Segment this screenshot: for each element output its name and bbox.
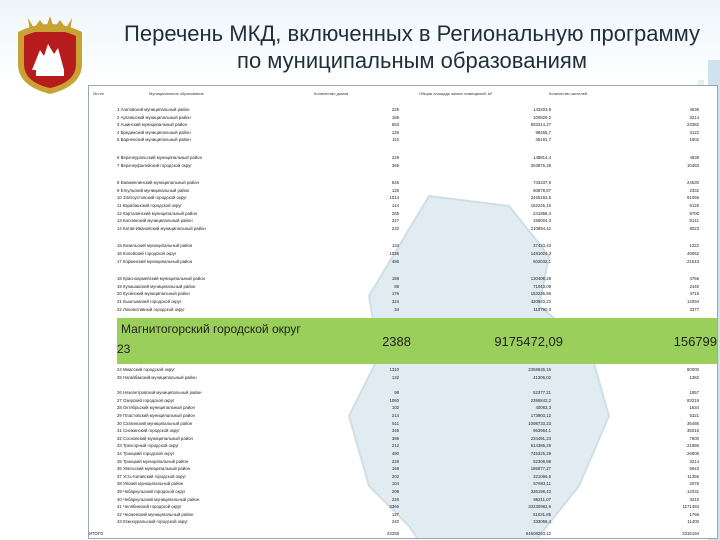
row-count: 225	[391, 107, 399, 112]
row-count: 1310	[389, 367, 399, 372]
table-row	[89, 129, 717, 136]
table-row	[89, 306, 717, 313]
table-row	[89, 518, 717, 525]
row-people: 3122	[689, 129, 699, 135]
row-people: 35016	[687, 428, 699, 434]
row-name: 3 Ашинский муниципальный район	[117, 122, 187, 128]
total-row	[89, 530, 717, 537]
row-count: 346	[391, 428, 399, 434]
row-people: 4636	[689, 107, 699, 112]
row-count: 127	[391, 511, 399, 517]
row-people: 4938	[689, 155, 699, 160]
row-area: 98455,7	[535, 129, 551, 135]
row-name: 31 Снежинский городской округ	[117, 428, 180, 434]
row-area: 333058,4	[533, 519, 551, 525]
table-row	[89, 496, 717, 503]
row-area: 745325,29	[530, 451, 551, 456]
row-area: 148814,4	[533, 155, 551, 160]
row-people: 2332	[689, 187, 699, 193]
highlight-area: 9175472,09	[494, 334, 563, 349]
row-area: 57683,11	[533, 481, 551, 487]
row-people: 1322	[689, 243, 699, 249]
table-row	[89, 275, 717, 282]
table-row	[89, 488, 717, 495]
row-area: 1481024,3	[530, 251, 551, 256]
row-name: 19 Кунашакский муниципальный район	[117, 283, 196, 289]
table-row	[89, 290, 717, 297]
row-count: 1035	[389, 251, 399, 256]
row-area: 2358636,15	[528, 367, 551, 372]
row-name: 27 Озерский городской округ	[117, 397, 175, 403]
row-area: 153236,86	[530, 291, 551, 297]
total-area: 64508253,12	[525, 531, 551, 536]
highlight-name: Магнитогорский городской округ	[121, 322, 301, 336]
highlight-people: 156799	[673, 334, 717, 349]
row-count: 102	[391, 405, 399, 411]
table-row	[89, 511, 717, 518]
row-area: 234491,23	[530, 435, 551, 441]
row-people: 21886	[687, 443, 699, 449]
row-count: 126	[391, 187, 399, 193]
row-people: 2076	[689, 481, 699, 487]
row-count: 546	[391, 180, 399, 186]
table-row	[89, 162, 717, 169]
table-row	[89, 283, 717, 290]
table-row	[89, 202, 717, 209]
row-area: 51031,85	[533, 511, 551, 517]
row-name: 34 Троицкий городской округ	[117, 451, 175, 456]
row-area: 110790,3	[533, 306, 551, 312]
row-people: 23382	[687, 122, 699, 128]
row-name: 2 Аргаяшский муниципальный район	[117, 114, 191, 120]
table-row	[89, 480, 717, 487]
col-name: Муниципальное образование	[149, 91, 204, 96]
table-row	[89, 298, 717, 305]
row-name: 8 Еманжелинский муниципальный район	[117, 180, 199, 186]
row-area: 130409,28	[530, 276, 551, 282]
row-name: 22 Локомотивный городской округ	[117, 306, 185, 312]
table-row	[89, 114, 717, 121]
row-count: 144	[391, 203, 399, 208]
row-name: 1 Агаповский муниципальный район	[117, 107, 190, 112]
row-count: 653	[391, 122, 399, 128]
row-count: 202	[391, 473, 399, 479]
table-row	[89, 442, 717, 449]
row-count: 232	[391, 225, 399, 231]
table-row	[89, 210, 717, 217]
row-people: 4766	[689, 276, 699, 282]
row-name: 28 Октябрьский муниципальный район	[117, 405, 195, 411]
row-area: 173903,12	[530, 413, 551, 418]
row-count: 176	[391, 291, 399, 297]
row-count: 104	[391, 481, 399, 487]
row-area: 602032,1	[533, 258, 551, 264]
table-row	[89, 473, 717, 480]
row-count: 132	[391, 374, 399, 380]
row-people: 8700	[689, 210, 699, 216]
table-row	[89, 194, 717, 201]
row-count: 34	[394, 306, 399, 312]
row-count: 214	[391, 413, 399, 418]
row-count: 1060	[389, 397, 399, 403]
row-count: 168	[391, 466, 399, 472]
table-row	[89, 465, 717, 472]
table-row	[89, 242, 717, 249]
row-area: 92308,88	[533, 458, 551, 464]
row-area: 156004,3	[533, 218, 551, 224]
row-people: 5141	[689, 218, 699, 224]
row-people: 5943	[689, 466, 699, 472]
row-area: 2425153,5	[530, 195, 551, 201]
table-row	[89, 503, 717, 510]
row-area: 41306,02	[533, 374, 551, 380]
row-name: 36 Увельский муниципальный район	[117, 466, 190, 472]
table-header	[89, 86, 717, 100]
row-name: 21 Кыштымский городской округ	[117, 299, 182, 304]
row-people: 5125	[689, 203, 699, 208]
row-people: 1766	[689, 511, 699, 517]
row-people: 1857	[689, 390, 699, 396]
row-area: 152225,16	[530, 203, 551, 208]
row-area: 33230982,6	[528, 504, 551, 510]
row-name: 6 Верхнеуральский муниципальный район	[117, 155, 202, 160]
row-name: 33 Трехгорный городской округ	[117, 443, 179, 449]
row-people: 36486	[687, 420, 699, 426]
row-people: 1382	[689, 374, 699, 380]
highlight-num: 23	[117, 342, 131, 356]
table-row	[89, 106, 717, 113]
row-count: 98	[394, 390, 399, 396]
col-people: Количество жителей	[549, 91, 588, 96]
table-row	[89, 458, 717, 465]
row-people: 3377	[689, 306, 699, 312]
row-area: 614386,28	[530, 443, 551, 449]
row-people: 11356	[687, 473, 699, 479]
table-row	[89, 427, 717, 434]
row-name: 24 Миасский городской округ	[117, 367, 175, 372]
row-people: 26806	[687, 451, 699, 456]
row-name: 18 Красноармейский муниципальный район	[117, 276, 205, 282]
table-row	[89, 154, 717, 161]
row-name: 40 Чебаркульский муниципальный район	[117, 496, 200, 502]
table-row	[89, 435, 717, 442]
row-name: 32 Сосновский муниципальный район	[117, 435, 193, 441]
row-people: 8023	[689, 225, 699, 231]
row-area: 321066,6	[533, 473, 551, 479]
row-count: 188	[391, 276, 399, 282]
row-area: 743337,9	[533, 180, 551, 186]
row-count: 168	[391, 114, 399, 120]
row-count: 386	[391, 435, 399, 441]
row-count: 240	[391, 519, 399, 525]
row-people: 1634	[689, 405, 699, 411]
row-name: 14 Катав-Ивановский муниципальный район	[117, 225, 206, 231]
row-count: 265	[391, 210, 399, 216]
row-name: 7 Верхнеуфалейский городской округ	[117, 162, 192, 168]
col-count: Количество домов	[314, 91, 349, 96]
row-people: 80000	[687, 367, 699, 372]
row-count: 511	[392, 420, 399, 426]
row-count: 5366	[389, 504, 399, 510]
table-row	[89, 412, 717, 419]
row-people: 14094	[687, 299, 699, 304]
row-area: 45191,7	[535, 137, 551, 143]
row-area: 100829,2	[533, 114, 551, 120]
row-name: 29 Пластовский муниципальный район	[117, 413, 195, 418]
row-count: 110	[392, 137, 399, 143]
row-count: 88	[394, 283, 399, 289]
row-people: 5321	[689, 413, 699, 418]
row-people: 1171484	[682, 504, 699, 510]
row-area: 1098733,23	[528, 420, 551, 426]
row-name: 30 Саткинский муниципальный район	[117, 420, 193, 426]
col-num: № п/п	[93, 91, 104, 96]
row-people: 7600	[689, 435, 699, 441]
row-people: 12031	[687, 489, 699, 494]
row-name: 12 Карталинский муниципальный район	[117, 210, 198, 216]
row-name: 43 Южноуральский городской округ	[117, 519, 188, 525]
row-people: 24630	[687, 180, 699, 186]
row-count: 490	[391, 451, 399, 456]
table-row	[89, 366, 717, 373]
row-people: 3214	[689, 458, 699, 464]
col-area: Общая площадь жилых помещений, м²	[419, 91, 493, 96]
row-people: 3310	[689, 496, 699, 502]
row-count: 324	[391, 299, 399, 304]
row-area: 96211,07	[533, 496, 551, 502]
table-row	[89, 187, 717, 194]
table-row	[89, 225, 717, 232]
row-count: 134	[391, 243, 399, 249]
row-people: 4715	[689, 291, 699, 297]
row-people: 10483	[687, 162, 699, 168]
table-row	[89, 450, 717, 457]
highlight-row	[117, 318, 717, 364]
table-row	[89, 258, 717, 265]
table-row	[89, 121, 717, 128]
row-name: 11 Карабашский городской округ	[117, 203, 182, 208]
table-row	[89, 374, 717, 381]
table-row	[89, 389, 717, 396]
row-area: 71043,09	[533, 283, 551, 289]
row-count: 226	[391, 496, 399, 502]
row-name: 20 Кусинский муниципальный район	[117, 291, 190, 297]
row-area: 40083,3	[535, 405, 551, 411]
row-name: 10 Златоустовский городской округ	[117, 195, 187, 201]
row-name: 17 Коркинский муниципальный район	[117, 258, 193, 264]
page-title: Перечень МКД, включенных в Региональную программу по муниципальным образованиям	[124, 21, 700, 73]
row-count: 247	[391, 218, 399, 224]
row-name: 39 Чебаркульский городской округ	[117, 489, 186, 494]
row-name: 13 Каслинский муниципальный район	[117, 218, 193, 224]
row-count: 1014	[389, 195, 399, 201]
chelyabinsk-emblem-icon	[8, 10, 92, 96]
row-people: 2440	[689, 283, 699, 289]
row-count: 229	[391, 155, 399, 160]
row-area: 52377,21	[533, 390, 551, 396]
row-name: 9 Еткульский муниципальный район	[117, 187, 190, 193]
row-name: 35 Троицкий муниципальный район	[117, 458, 189, 464]
row-area: 241858,4	[533, 210, 551, 216]
row-count: 212	[391, 443, 399, 449]
row-area: 210894,42	[530, 225, 551, 231]
total-label: ИТОГО	[89, 531, 104, 536]
row-area: 336198,43	[530, 489, 551, 494]
row-area: 2395843,2	[530, 397, 551, 403]
row-name: 4 Брединский муниципальный район	[117, 129, 191, 135]
table-row	[89, 136, 717, 143]
row-people: 11400	[687, 519, 699, 525]
row-area: 583314,27	[530, 122, 551, 128]
row-count: 486	[391, 258, 399, 264]
table-row	[89, 404, 717, 411]
row-people: 21543	[687, 258, 699, 264]
row-name: 26 Нязепетровский муниципальный район	[117, 390, 202, 396]
row-count: 366	[391, 162, 399, 168]
table-row	[89, 179, 717, 186]
highlight-count: 2388	[382, 334, 411, 349]
total-count: 23259	[387, 531, 399, 536]
row-area: 37433,43	[533, 243, 551, 249]
row-name: 37 Усть-Катавский городской округ	[117, 473, 187, 479]
table-row	[89, 250, 717, 257]
row-area: 420533,22	[530, 299, 551, 304]
row-people: 1602	[689, 137, 699, 143]
row-name: 15 Кизильский муниципальный район	[117, 243, 193, 249]
row-count: 126	[391, 129, 399, 135]
row-name: 42 Чесменский муниципальный район	[117, 511, 194, 517]
row-people: 91056	[687, 195, 699, 201]
row-people: 3214	[689, 114, 699, 120]
row-name: 5 Варненский муниципальный район	[117, 137, 191, 143]
row-count: 228	[391, 458, 399, 464]
region-table	[88, 85, 718, 539]
row-name: 25 Нагайбакский муниципальный район	[117, 374, 197, 380]
table-row	[89, 397, 717, 404]
table-row	[89, 420, 717, 427]
row-people: 49062	[687, 251, 699, 256]
row-area: 143203,9	[533, 107, 551, 112]
row-area: 60878,87	[533, 187, 551, 193]
row-count: 209	[391, 489, 399, 494]
row-name: 41 Челябинский городской округ	[117, 504, 182, 510]
row-name: 38 Уйский муниципальный район	[117, 481, 184, 487]
row-area: 263876,28	[530, 162, 551, 168]
row-area: 185877,27	[530, 466, 551, 472]
table-row	[89, 217, 717, 224]
row-people: 83219	[687, 397, 699, 403]
row-area: 963954,1	[533, 428, 551, 434]
row-name: 16 Копейский городской округ	[117, 251, 177, 256]
total-people: 2316194	[682, 531, 699, 536]
